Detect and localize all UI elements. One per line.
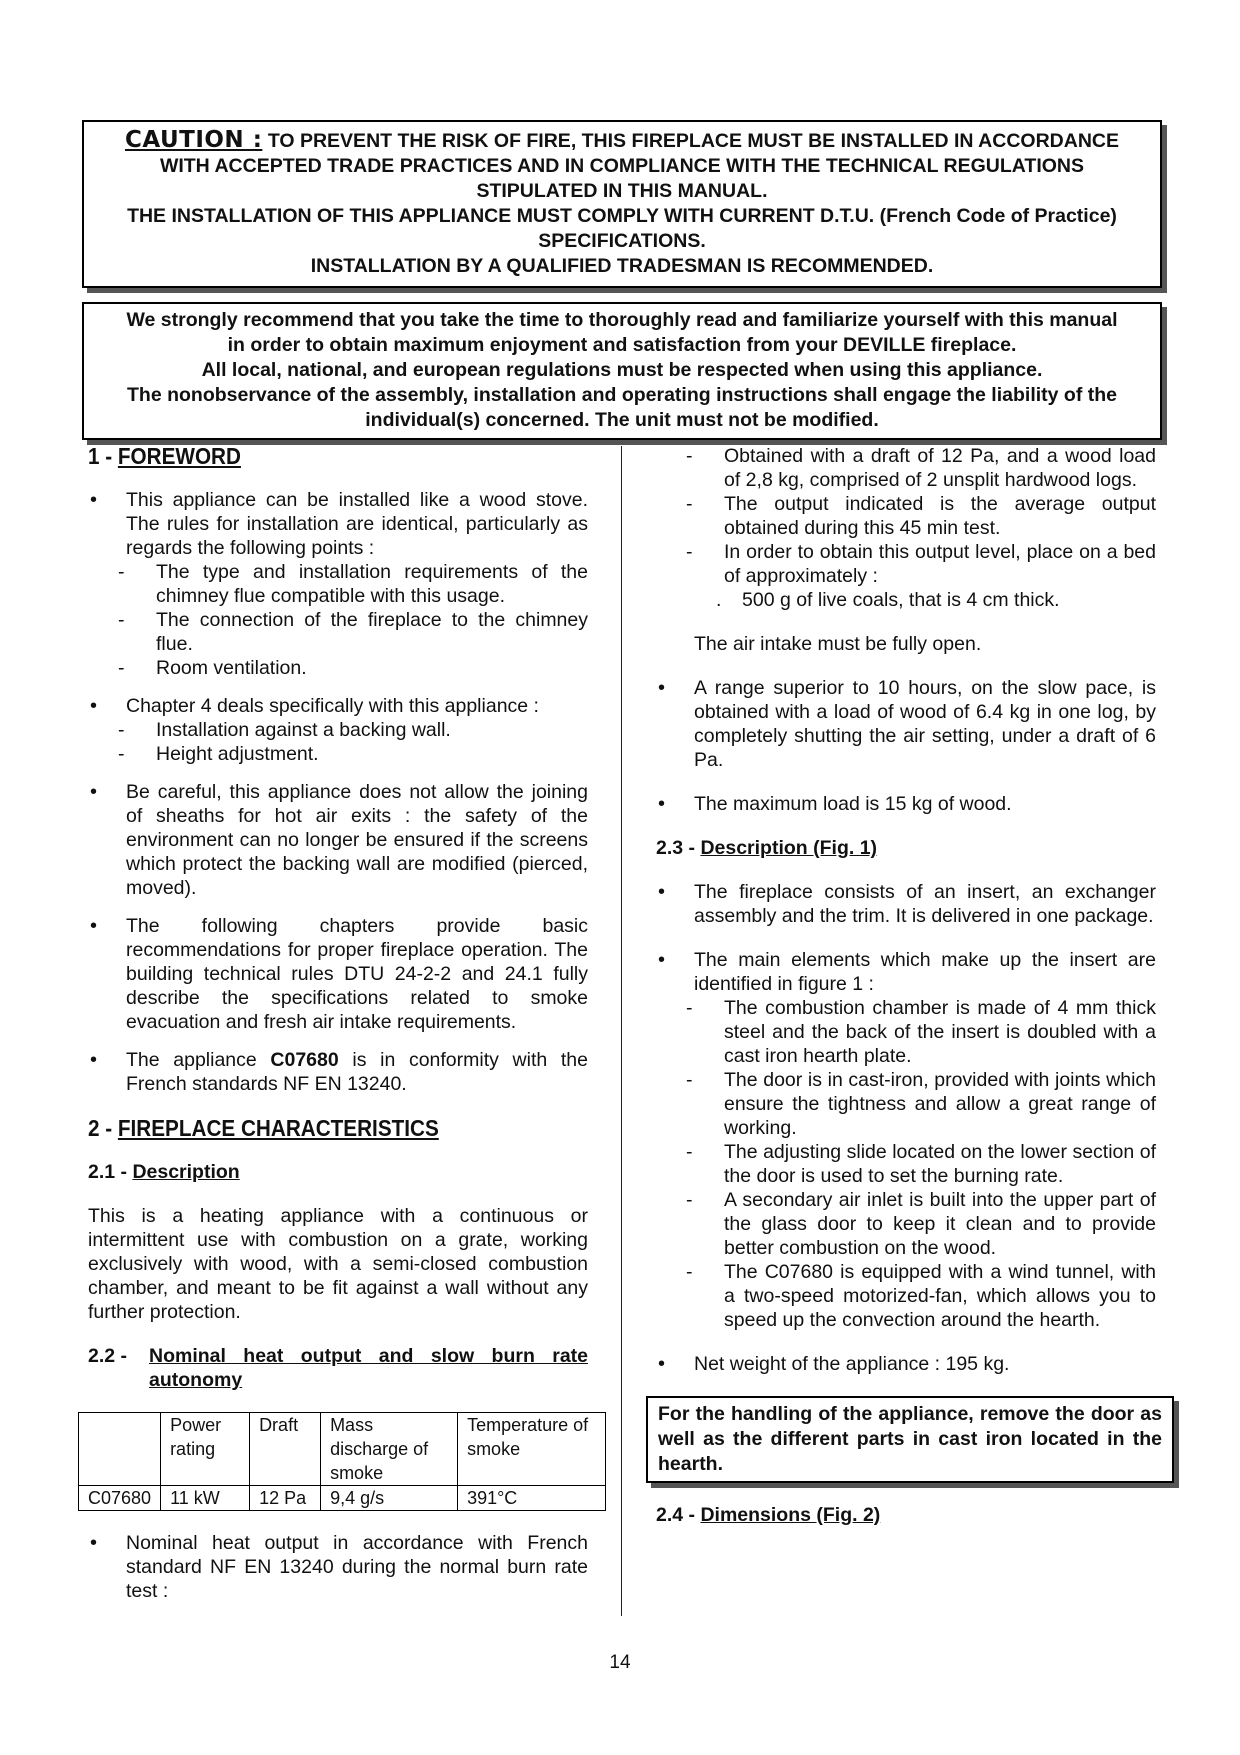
description-bullet-3: • Net weight of the appliance : 195 kg. bbox=[656, 1352, 1156, 1376]
section-2-4-heading: 2.4 - Dimensions (Fig. 2) bbox=[656, 1504, 881, 1526]
air-intake-note: The air intake must be fully open. bbox=[694, 633, 982, 655]
description-bullet-1: • The fireplace consists of an insert, an exchanger assembly and the trim. It is delivered in one package. bbox=[656, 880, 1156, 928]
foreword-dash-4: - Installation against a backing wall. bbox=[88, 718, 588, 742]
caution-line-4: THE INSTALLATION OF THIS APPLIANCE MUST COMPLY WITH CURRENT D.T.U. (French Code of Practice) bbox=[127, 205, 1117, 227]
section-2-1-heading: 2.1 - Description bbox=[88, 1161, 240, 1183]
section-2-heading: 2 - FIREPLACE CHARACTERISTICS bbox=[88, 1115, 439, 1141]
foreword-dash-3: - Room ventilation. bbox=[88, 656, 588, 680]
table-header-cell: Draft bbox=[250, 1413, 321, 1486]
recommendation-box bbox=[82, 302, 1162, 440]
heat-output-dot-1: . 500 g of live coals, that is 4 cm thick. bbox=[656, 588, 1156, 612]
handling-note-box: For the handling of the appliance, remove the door as well as the different parts in cast iron located in the hearth. bbox=[646, 1396, 1174, 1483]
page-number: 14 bbox=[609, 1652, 631, 1673]
column-divider bbox=[621, 446, 622, 1616]
caution-line-3: STIPULATED IN THIS MANUAL. bbox=[476, 180, 768, 202]
heat-output-dash-3: - In order to obtain this output level, place on a bed of approximately : bbox=[656, 540, 1156, 588]
description-dash-1: - The combustion chamber is made of 4 mm thick steel and the back of the insert is doubled with a cast iron hearth plate. bbox=[656, 996, 1156, 1068]
foreword-bullet-5: • The appliance C07680 is in conformity with the French standards NF EN 13240. bbox=[88, 1048, 588, 1096]
recommend-line-1: We strongly recommend that you take the time to thoroughly read and familiarize yourself with this manual bbox=[126, 309, 1118, 331]
table-header-cell: Power rating bbox=[161, 1413, 250, 1486]
foreword-dash-1: - The type and installation requirements of the chimney flue compatible with this usage. bbox=[88, 560, 588, 608]
caution-line-1: CAUTION : TO PREVENT THE RISK OF FIRE, THIS FIREPLACE MUST BE INSTALLED IN ACCORDANCE bbox=[124, 127, 1119, 153]
section-2-3-heading: 2.3 - Description (Fig. 1) bbox=[656, 837, 878, 859]
recommend-line-4: The nonobservance of the assembly, installation and operating instructions shall engage the liability of the bbox=[127, 384, 1117, 406]
section-1-heading: 1 - FOREWORD bbox=[88, 443, 241, 469]
description-dash-2: - The door is in cast-iron, provided with joints which ensure the tightness and allow a great range of working. bbox=[656, 1068, 1156, 1140]
foreword-dash-2: - The connection of the fireplace to the chimney flue. bbox=[88, 608, 588, 656]
table-header-cell: Mass discharge of smoke bbox=[321, 1413, 458, 1486]
caution-label: CAUTION : bbox=[124, 127, 263, 153]
table-cell: C07680 bbox=[79, 1486, 161, 1511]
table-cell: 391°C bbox=[458, 1486, 606, 1511]
description-dash-4: - A secondary air inlet is built into the upper part of the glass door to keep it clean and to provide better combustion on the wood. bbox=[656, 1188, 1156, 1260]
caution-line-6: INSTALLATION BY A QUALIFIED TRADESMAN IS RECOMMENDED. bbox=[310, 255, 934, 277]
recommend-line-5: individual(s) concerned. The unit must not be modified. bbox=[365, 409, 879, 431]
foreword-bullet-4: • The following chapters provide basic recommendations for proper fireplace operation. The building technical rules DTU 24-2-2 and 24.1 fully describe the specifications related to smoke evacuation and fresh air intake requirements. bbox=[88, 914, 588, 1034]
section-2-2-heading: 2.2 - Nominal heat output and slow burn rate autonomy bbox=[88, 1345, 588, 1391]
table-header-cell: Temperature of smoke bbox=[458, 1413, 606, 1486]
heat-output-bullet-2: • A range superior to 10 hours, on the slow pace, is obtained with a load of wood of 6.4 kg in one log, by completely shutting the air setting, under a draft of 6 Pa. bbox=[656, 676, 1156, 772]
foreword-bullet-2: • Chapter 4 deals specifically with this appliance : bbox=[88, 694, 588, 718]
heat-output-bullet-1: • Nominal heat output in accordance with French standard NF EN 13240 during the normal burn rate test : bbox=[88, 1531, 588, 1603]
heat-output-dash-1: - Obtained with a draft of 12 Pa, and a wood load of 2,8 kg, comprised of 2 unsplit hardwood logs. bbox=[656, 444, 1156, 492]
caution-line-2: WITH ACCEPTED TRADE PRACTICES AND IN COMPLIANCE WITH THE TECHNICAL REGULATIONS bbox=[159, 155, 1085, 177]
section-2-1-text: This is a heating appliance with a continuous or intermittent use with combustion on a grate, working exclusively with wood, with a semi-closed combustion chamber, and meant to be fit against a wall without any further protection. bbox=[88, 1205, 588, 1323]
caution-line-5: SPECIFICATIONS. bbox=[538, 230, 706, 252]
heat-output-dash-2: - The output indicated is the average output obtained during this 45 min test. bbox=[656, 492, 1156, 540]
description-dash-3: - The adjusting slide located on the lower section of the door is used to set the burning rate. bbox=[656, 1140, 1156, 1188]
heat-output-bullet-3: • The maximum load is 15 kg of wood. bbox=[656, 792, 1156, 816]
table-header-cell bbox=[79, 1413, 161, 1486]
table-cell: 9,4 g/s bbox=[321, 1486, 458, 1511]
caution-box bbox=[82, 120, 1162, 288]
left-column bbox=[88, 444, 588, 1603]
foreword-dash-5: - Height adjustment. bbox=[88, 742, 588, 766]
table-cell: 12 Pa bbox=[250, 1486, 321, 1511]
heat-output-table bbox=[78, 1412, 606, 1511]
recommend-line-2: in order to obtain maximum enjoyment and satisfaction from your DEVILLE fireplace. bbox=[227, 334, 1017, 356]
table-cell: 11 kW bbox=[161, 1486, 250, 1511]
right-column bbox=[656, 444, 1162, 1527]
description-bullet-2: • The main elements which make up the insert are identified in figure 1 : bbox=[656, 948, 1156, 996]
foreword-bullet-1: • This appliance can be installed like a wood stove. The rules for installation are identical, particularly as regards the following points : bbox=[88, 488, 588, 560]
foreword-bullet-3: • Be careful, this appliance does not allow the joining of sheaths for hot air exits : the safety of the environment can no longer be ensured if the screens which protect the backing wall are modified (pierced, moved). bbox=[88, 780, 588, 900]
description-dash-5: - The C07680 is equipped with a wind tunnel, with a two-speed motorized-fan, which allows you to speed up the convection around the hearth. bbox=[656, 1260, 1156, 1332]
recommend-line-3: All local, national, and european regulations must be respected when using this appliance. bbox=[201, 359, 1043, 381]
